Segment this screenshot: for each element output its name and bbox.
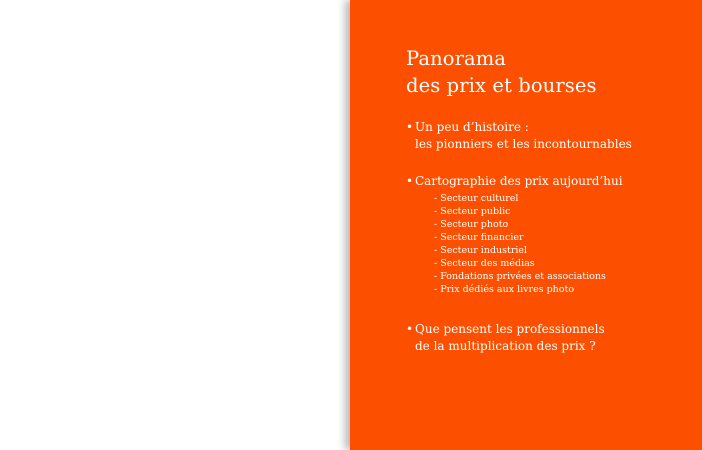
sector-item: - Fondations privées et associations — [434, 271, 606, 282]
section-cartography-line-1: Cartographie des prix aujourd’hui — [415, 174, 623, 188]
left-blank-page — [0, 0, 350, 450]
section-history-line-2: les pionniers et les incontournables — [415, 137, 632, 151]
title-line-1: Panorama — [406, 47, 507, 70]
sector-item: - Secteur financier — [434, 232, 524, 243]
section-history — [406, 119, 632, 153]
sector-item: - Secteur des médias — [434, 258, 535, 269]
section-professionals-line-1: Que pensent les professionnels — [415, 322, 605, 336]
section-cartography — [406, 173, 632, 296]
orange-page — [350, 0, 702, 450]
table-of-contents — [406, 45, 632, 355]
sector-item: - Secteur public — [434, 206, 511, 217]
sector-item: - Secteur culturel — [434, 193, 519, 204]
bullet-icon: • — [406, 322, 414, 336]
sector-item: - Prix dédiés aux livres photo — [434, 284, 575, 295]
section-professionals-line-2: de la multiplication des prix ? — [415, 339, 596, 353]
page-title — [406, 45, 632, 99]
section-professionals — [406, 321, 632, 355]
sector-item: - Secteur industriel — [434, 245, 528, 256]
title-line-2: des prix et bourses — [406, 74, 597, 97]
sector-list — [406, 192, 632, 296]
bullet-icon: • — [406, 120, 414, 134]
bullet-icon: • — [406, 174, 414, 188]
sector-item: - Secteur photo — [434, 219, 509, 230]
section-history-line-1: Un peu d’histoire : — [415, 120, 529, 134]
